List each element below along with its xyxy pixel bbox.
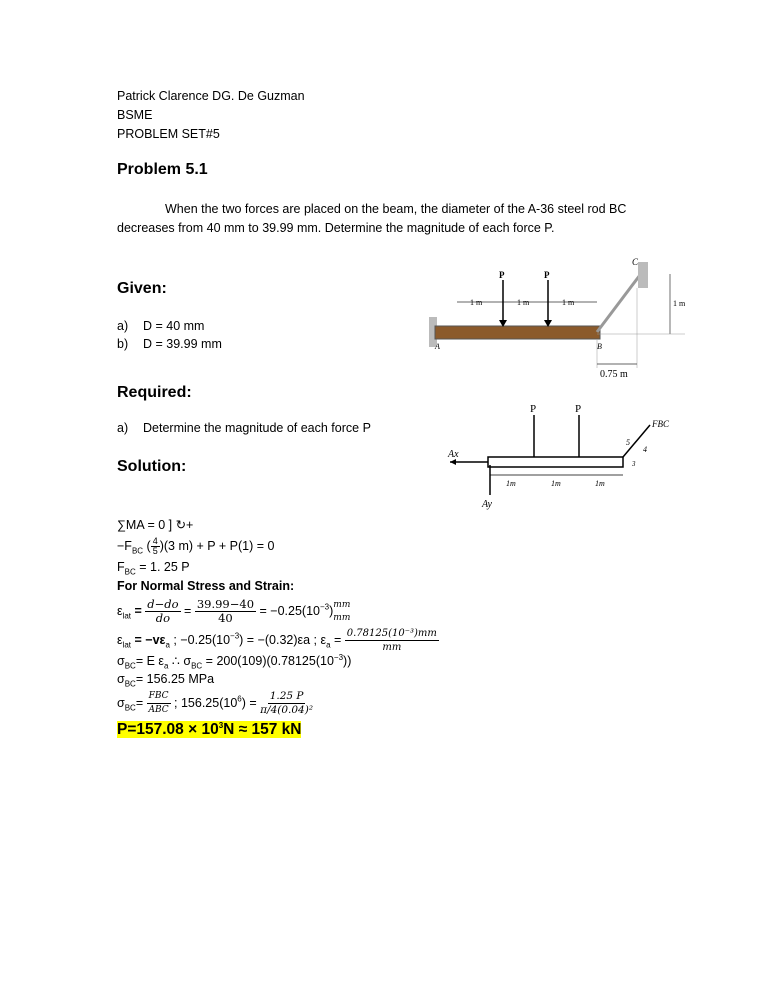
subheading-stress-strain: For Normal Stress and Strain: (117, 579, 295, 593)
given-text: D = 40 mm (143, 319, 205, 333)
fbd-label-p2: P (575, 403, 582, 415)
course: BSME (117, 108, 153, 122)
given-item-a (117, 318, 205, 334)
required-heading: Required: (117, 384, 192, 401)
label-slope-3: 3 (632, 460, 636, 468)
problem-statement: When the two forces are placed on the beam, the diameter of the A-36 steel rod BC decreases from 40 mm to 39.99 mm. Determine the magnitude of each force P. (117, 202, 627, 235)
label-slope-5: 5 (626, 438, 630, 447)
lateral-strain-eq: $\varepsilon_{lat}$ = $\frac{d-do}{do}$ = $\frac{39.99-40}{40}$ = $-0.25(10^{-3})$ mm mm (117, 597, 351, 625)
label-offset: 0.75 m (600, 369, 628, 380)
problem-title: Problem 5.1 (117, 161, 208, 178)
required-item-a (117, 420, 371, 436)
label-p2: P (544, 270, 550, 280)
fbc-result: $F_{BC} = 1$. 25 P (117, 560, 190, 577)
stress-result: $\sigma_{BC}= 156.25$ MPa (117, 672, 215, 689)
label-slope-4: 4 (643, 445, 647, 454)
label-fbc: FBC (652, 419, 669, 429)
solution-heading: Solution: (117, 458, 187, 475)
label-ay: Ay (482, 499, 492, 510)
final-answer: $P=157.08 \times 10^3N \approx 157$ kN (117, 721, 302, 739)
fbd-label-d3: 1m (595, 479, 605, 488)
given-text: D = 39.99 mm (143, 337, 222, 351)
list-marker: a) (117, 421, 129, 435)
label-d3: 1 m (562, 298, 575, 307)
required-text: Determine the magnitude of each force P (143, 421, 371, 435)
fbd-beam (488, 457, 623, 467)
fbd-label-d2: 1m (551, 479, 561, 488)
force-eq: $\sigma_{BC}=$ $\frac{\text{FBC}}{\text{ABC}}$ ; $156.25(10^6)$ = $\frac{1.25 P}{\text{π/4(0.04)²}}$ (117, 690, 314, 716)
label-ax: Ax (448, 449, 459, 460)
label-d1: 1 m (470, 298, 483, 307)
label-d2: 1 m (517, 298, 530, 307)
label-c: C (632, 257, 639, 267)
problem-set: PROBLEM SET#5 (117, 127, 220, 141)
author-name: Patrick Clarence DG. De Guzman (117, 89, 305, 103)
wall-support-c (638, 262, 648, 288)
fbd-label-d1: 1m (506, 479, 516, 488)
label-p1: P (499, 270, 505, 280)
list-marker: b) (117, 337, 129, 351)
moment-sum: $-F_{BC}$ ( $\frac{4}{5}$ )(3 m) + P + P(1) = 0 (117, 536, 275, 556)
given-item-b (117, 336, 222, 352)
beam-diagram (425, 250, 695, 384)
axial-strain-eq: $\varepsilon_{lat} = -v\varepsilon_a$ ; $-0.25(10^{-3}) = -(0.32)\varepsilon a$ ; $\varepsilon_a$ = $\frac{\text{0.78125(10⁻³)mm}}{mm}$ (117, 628, 437, 653)
list-marker: a) (117, 319, 129, 333)
label-b: B (597, 342, 602, 351)
given-heading: Given: (117, 280, 167, 297)
label-a: A (435, 342, 440, 351)
beam (435, 326, 600, 339)
rod-bc (597, 275, 640, 332)
moment-equation: ∑MA = 0 ] ↻+ (117, 518, 194, 532)
label-height: 1 m (673, 299, 686, 308)
stress-eq: $\sigma_{BC}= E$ $\varepsilon_a$ ∴ $\sigma_{BC} = 200(109)(0.78125(10^{-3}))$ (117, 653, 352, 671)
free-body-diagram (440, 385, 700, 510)
fbd-label-p1: P (530, 403, 537, 415)
